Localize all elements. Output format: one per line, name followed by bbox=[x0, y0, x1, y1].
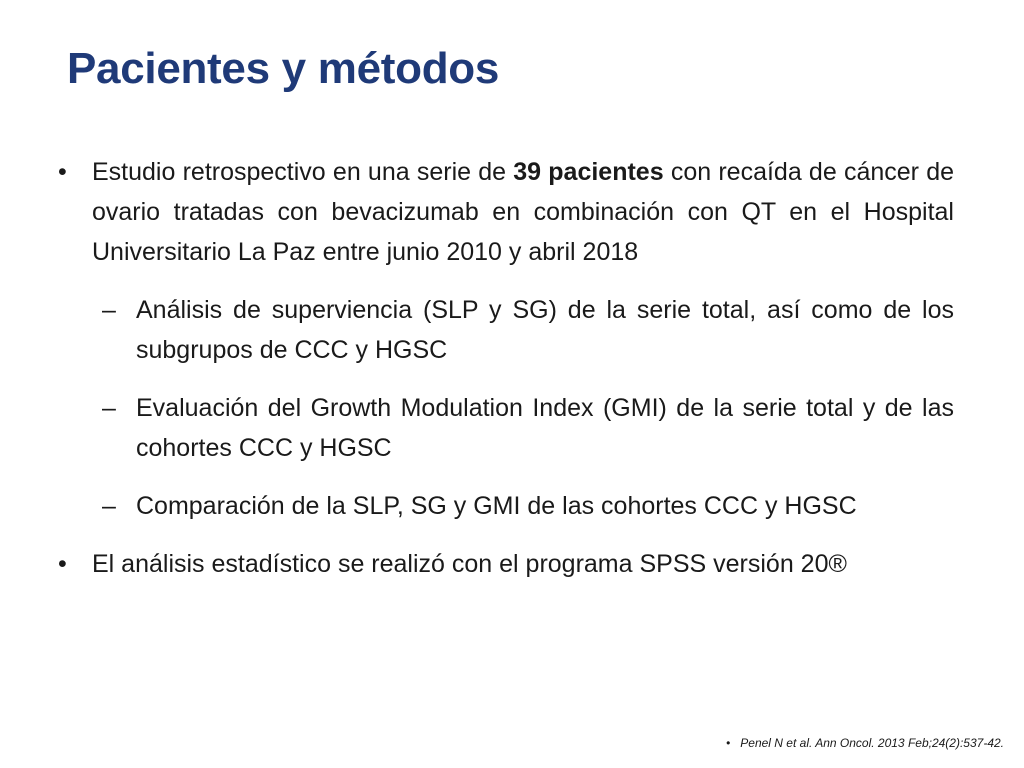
sub-bullet-text: Comparación de la SLP, SG y GMI de las cohortes CCC y HGSC bbox=[136, 492, 857, 520]
bullet-text-end: con recaída de cáncer de ovario tratadas con bevacizumab en combinación con QT en el Hospital Universitario La Paz entre junio 2010 y abril 2018 bbox=[92, 158, 955, 266]
bullet-text: El análisis estadístico se realizó con el programa SPSS versión 20® bbox=[92, 550, 847, 578]
bullet-marker: • bbox=[58, 158, 67, 186]
footnote-marker: • bbox=[726, 736, 731, 750]
bullet-text-start: Estudio retrospectivo en una serie de bbox=[92, 158, 514, 186]
slide-content bbox=[58, 152, 954, 584]
sub-bullet-survival bbox=[58, 290, 954, 370]
dash-marker: – bbox=[102, 492, 116, 520]
sub-bullet-text: Evaluación del Growth Modulation Index (GMI) de la serie total y de las cohortes CCC y HGSC bbox=[136, 394, 954, 462]
bullet-item-statistics bbox=[58, 544, 954, 584]
slide-title: Pacientes y métodos bbox=[67, 44, 500, 93]
dash-marker: – bbox=[102, 296, 116, 324]
sub-bullet-comparison bbox=[58, 486, 954, 526]
reference-footnote bbox=[726, 736, 1004, 750]
bullet-item-study bbox=[58, 152, 954, 272]
sub-bullet-gmi bbox=[58, 388, 954, 468]
sub-bullet-text: Análisis de superviencia (SLP y SG) de la serie total, así como de los subgrupos de CCC y HGSC bbox=[136, 296, 954, 364]
footnote-text: Penel N et al. Ann Oncol. 2013 Feb;24(2):537-42. bbox=[740, 736, 1004, 750]
bullet-text-highlight: 39 pacientes bbox=[513, 158, 664, 186]
sub-bullet-list bbox=[58, 290, 954, 526]
dash-marker: – bbox=[102, 394, 116, 422]
bullet-marker: • bbox=[58, 550, 67, 578]
